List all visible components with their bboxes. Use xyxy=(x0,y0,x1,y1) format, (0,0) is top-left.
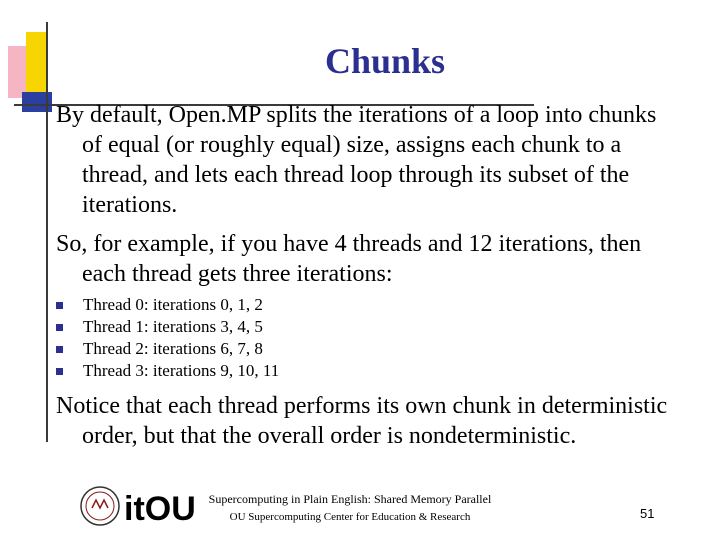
paragraph-notice: Notice that each thread performs its own chunk in deterministic order, but that the overall order is nondeterministic. xyxy=(56,393,668,449)
paragraph-default-split: By default, Open.MP splits the iterations of a loop into chunks of equal (or roughly equal) size, assigns each chunk to a thread, and lets each thread loop through its subset of the iterations. xyxy=(56,102,657,218)
slide-title: Chunks xyxy=(324,41,446,81)
bullet-item xyxy=(56,338,279,360)
seal-icon xyxy=(81,487,119,525)
bullet-text: Thread 1: iterations 3, 4, 5 xyxy=(83,317,263,336)
bullet-item xyxy=(56,316,279,338)
logo-text: itOU xyxy=(124,490,196,528)
bullet-item xyxy=(56,294,279,316)
bullet-text: Thread 2: iterations 6, 7, 8 xyxy=(83,339,263,358)
paragraph-example: So, for example, if you have 4 threads and 12 iterations, then each thread gets three iterations: xyxy=(56,231,642,287)
bullet-square-icon xyxy=(56,324,63,331)
vertical-rule xyxy=(46,22,48,442)
ou-logo-icon xyxy=(80,484,200,528)
bullet-square-icon xyxy=(56,368,63,375)
page-number: 51 xyxy=(640,506,655,521)
footer-title: Supercomputing in Plain English: Shared Memory Parallel xyxy=(208,492,492,506)
footer-subtitle: OU Supercomputing Center for Education & Research xyxy=(229,511,471,523)
thread-bullet-list xyxy=(56,294,279,382)
bullet-text: Thread 3: iterations 9, 10, 11 xyxy=(83,361,280,380)
footer xyxy=(200,490,500,526)
bullet-item xyxy=(56,360,279,382)
bullet-square-icon xyxy=(56,346,63,353)
bullet-square-icon xyxy=(56,302,63,309)
bullet-text: Thread 0: iterations 0, 1, 2 xyxy=(83,295,263,314)
